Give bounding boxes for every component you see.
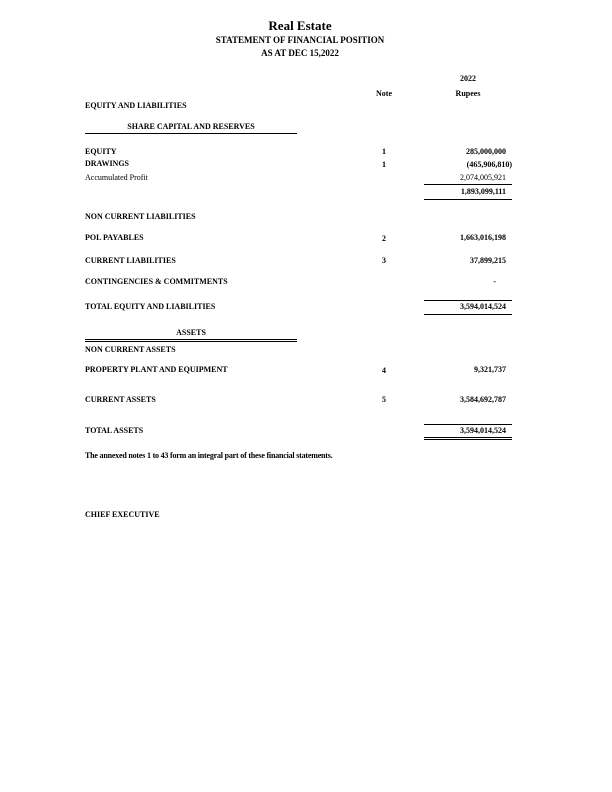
assets-double-underline bbox=[85, 339, 297, 342]
current-assets-label: CURRENT ASSETS bbox=[85, 395, 156, 404]
total-assets-amount: 3,594,014,524 bbox=[460, 426, 506, 435]
equity-subtotal-rule bbox=[424, 184, 512, 185]
section-non-current-assets: NON CURRENT ASSETS bbox=[85, 345, 176, 354]
signatory-title: CHIEF EXECUTIVE bbox=[85, 510, 160, 519]
drawings-label: DRAWINGS bbox=[85, 159, 130, 168]
note-column-header: Note bbox=[376, 89, 392, 98]
current-liabilities-note: 3 bbox=[382, 256, 386, 265]
ppe-amount: 9,321,737 bbox=[474, 365, 506, 374]
total-equity-liabilities-label: TOTAL EQUITY AND LIABILITIES bbox=[85, 302, 216, 311]
section-assets: ASSETS bbox=[176, 328, 206, 337]
equity-subtotal-amount: 1,893,099,111 bbox=[460, 187, 506, 196]
total-equity-liabilities-underline bbox=[424, 314, 512, 315]
equity-label: EQUITY bbox=[85, 147, 117, 156]
equity-amount: 285,000,000 bbox=[466, 147, 506, 156]
pol-payables-note: 2 bbox=[382, 234, 386, 243]
annexed-notes-statement: The annexed notes 1 to 43 form an integral part of these financial statements. bbox=[85, 451, 333, 460]
ppe-note: 4 bbox=[382, 366, 386, 375]
accumulated-profit-label: Accumulated Profit bbox=[85, 173, 148, 182]
current-assets-amount: 3,584,692,787 bbox=[460, 395, 506, 404]
contingencies-label: CONTINGENCIES & COMMITMENTS bbox=[85, 277, 228, 286]
pol-payables-amount: 1,663,016,198 bbox=[460, 233, 506, 242]
total-equity-liabilities-amount: 3,594,014,524 bbox=[460, 302, 506, 311]
drawings-amount: (465,906,810) bbox=[466, 160, 512, 169]
ppe-label: PROPERTY PLANT AND EQUIPMENT bbox=[85, 365, 228, 374]
total-assets-top-rule bbox=[424, 424, 512, 425]
total-assets-label: TOTAL ASSETS bbox=[85, 426, 144, 435]
current-assets-note: 5 bbox=[382, 395, 386, 404]
equity-subtotal-underline bbox=[424, 199, 512, 200]
total-equity-liabilities-top-rule bbox=[424, 300, 512, 301]
share-capital-underline bbox=[85, 133, 297, 134]
year-column-header: 2022 bbox=[460, 74, 476, 83]
statement-title: STATEMENT OF FINANCIAL POSITION bbox=[215, 35, 385, 45]
currency-column-header: Rupees bbox=[455, 89, 481, 98]
contingencies-amount: - bbox=[493, 277, 496, 286]
section-equity-and-liabilities: EQUITY AND LIABILITIES bbox=[85, 101, 187, 110]
section-share-capital: SHARE CAPITAL AND RESERVES bbox=[127, 122, 255, 131]
company-title: Real Estate bbox=[268, 18, 332, 33]
current-liabilities-label: CURRENT LIABILITIES bbox=[85, 256, 176, 265]
section-non-current-liabilities: NON CURRENT LIABILITIES bbox=[85, 212, 196, 221]
equity-note: 1 bbox=[382, 147, 386, 156]
accumulated-profit-amount: 2,074,005,921 bbox=[460, 173, 506, 182]
current-liabilities-amount: 37,899,215 bbox=[470, 256, 506, 265]
total-assets-double-underline bbox=[424, 437, 512, 440]
drawings-note: 1 bbox=[382, 160, 386, 169]
pol-payables-label: POL PAYABLES bbox=[85, 233, 144, 242]
statement-date: AS AT DEC 15,2022 bbox=[261, 48, 339, 58]
